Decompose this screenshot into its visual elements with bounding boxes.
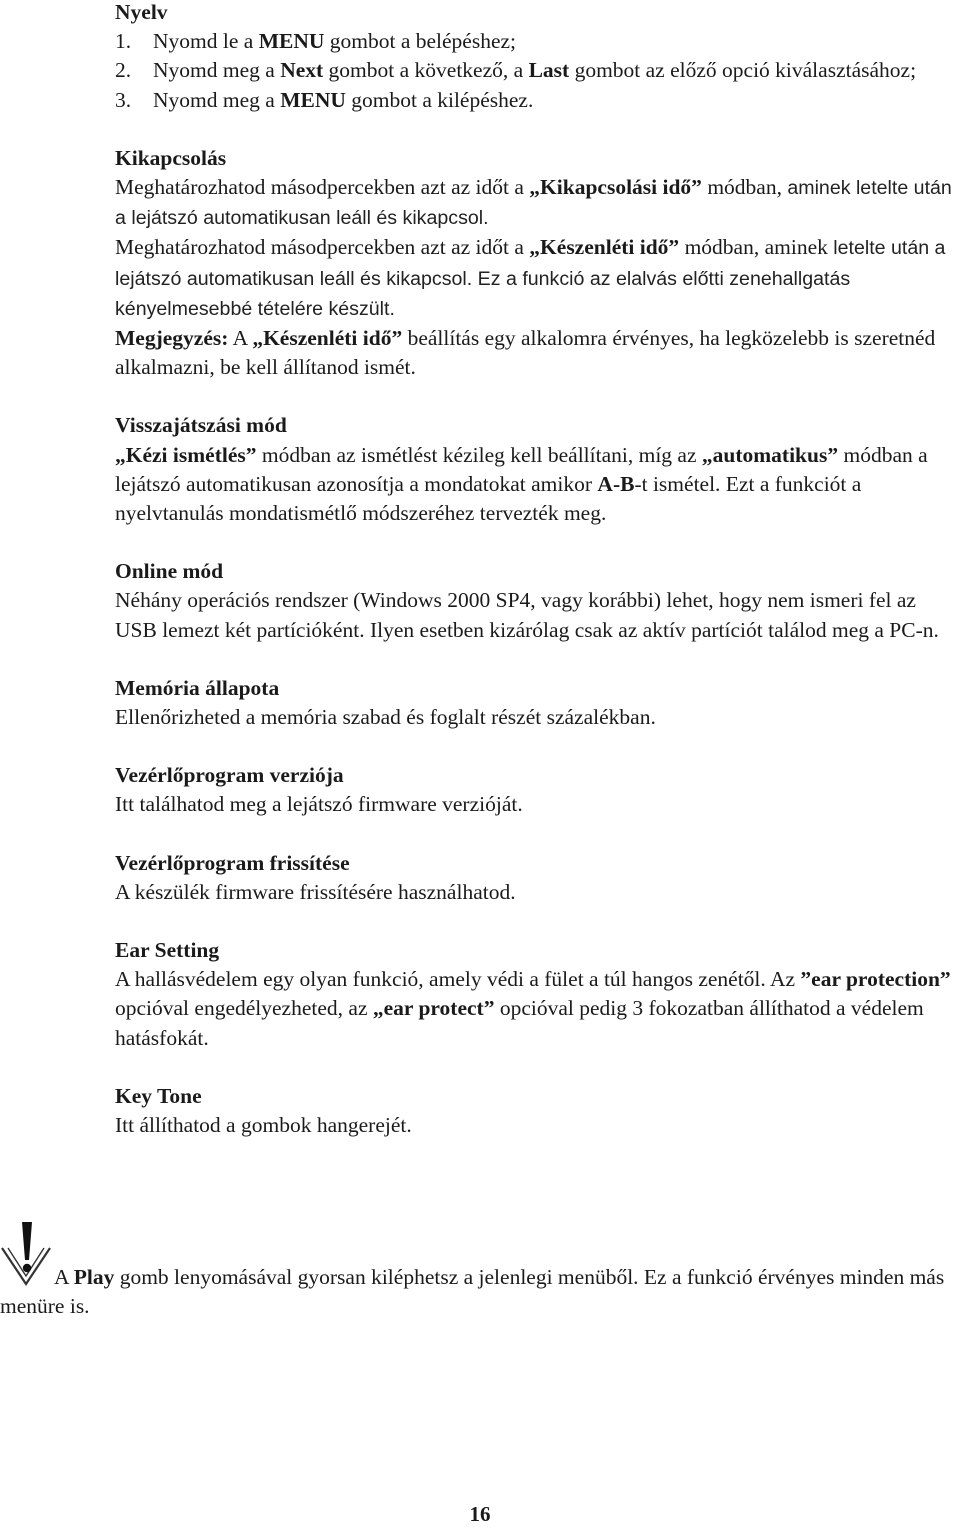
section-title-frissites: Vezérlőprogram frissítése [115,850,350,875]
step-number: 1. [115,29,132,54]
text-run: letelte után a lejátszó automatikusan leáll és kikapcsol. Ez a funkció az elalvás előtti zenehallgatás kényelmesebbé tételére készült. [115,237,946,320]
section-kikapcsolas [115,144,960,383]
bold-run: Play [73,1265,115,1289]
text-run: Nyomd meg a [153,58,281,83]
text-run: gomb lenyomásával gyorsan kiléphetsz a jelenlegi menüből. Ez a funkció érvényes minden más menüre is. [0,1265,945,1319]
section-visszajatszas [115,411,960,528]
text-run: gombot a következő, a [323,58,529,83]
paragraph-verzio [115,790,960,819]
bold-run: MENU [258,29,325,54]
section-online [115,557,960,645]
text-run: opcióval pedig 3 fokozatban állíthatod a védelem hatásfokát. [115,996,924,1050]
bold-run: MENU [280,87,346,112]
play-note [0,1263,960,1321]
step-number: 2. [115,58,132,83]
text-run: módban a lejátszó automatikusan azonosítja a mondatokat amikor [115,442,928,496]
text-run: gombot a kilépéshez. [345,87,534,112]
text-run: A hallásvédelem egy olyan funkció, amely védi a fület a túl hangos zenétől. Az [115,967,801,992]
bold-run: ”ear protection” [800,967,951,992]
text-run: módban, [701,175,788,200]
step-number: 3. [115,87,132,112]
bold-run: A-B [597,471,635,496]
paragraph-kikapcsolasi-ido [115,173,960,233]
section-verzio [115,761,960,819]
text-run: aminek letelte után a lejátszó automatikusan leáll és kikapcsol. [115,177,952,230]
list-item [115,27,960,56]
text-run: A [54,1265,74,1289]
nyelv-steps [115,27,960,115]
paragraph-ear-setting [115,965,960,1053]
section-title-ear-setting: Ear Setting [115,938,220,963]
section-ear-setting [115,936,960,1053]
section-title-nyelv: Nyelv [115,0,168,24]
text-run: Itt állíthatod a gombok hangerejét. [115,1113,412,1138]
section-title-memoria: Memória állapota [115,675,280,700]
paragraph-visszajatszas [115,441,960,529]
text-run: Néhány operációs rendszer (Windows 2000 SP4, vagy korábbi) lehet, hogy nem ismeri fel az USB lemezt két partícióként. Ilyen esetben kizárólag csak az aktív partíciót találod meg a PC-n. [115,588,939,642]
text-run: Nyomd le a [153,29,259,54]
text-run: módban az ismétlést kézileg kell beállítani, míg az [256,442,702,467]
step-text [153,29,516,53]
paragraph-play-note [0,1263,960,1321]
bold-run: Megjegyzés: [115,326,229,351]
text-run: Itt találhatod meg a lejátszó firmware verzióját. [115,792,523,817]
text-run: beállítás egy alkalomra érvényes, ha legközelebb is szeretnéd alkalmazni, be kell állítanod ismét. [115,326,936,380]
step-text [153,88,533,112]
section-key-tone [115,1082,960,1140]
text-run: A [228,326,253,351]
text-run: Meghatározhatod másodpercekben azt az időt a [115,175,530,200]
section-title-online: Online mód [115,559,224,584]
text-run: opcióval engedélyezheted, az [115,996,373,1021]
text-run: gombot az előző opció kiválasztásához; [569,58,917,83]
page-number: 16 [469,1502,491,1526]
bold-run: „Készenléti idő” [529,235,680,260]
document-body [115,0,960,1140]
step-text [153,58,916,82]
paragraph-online [115,586,960,644]
section-frissites [115,849,960,907]
bold-run: „automatikus” [701,442,839,467]
paragraph-keszenleti-ido [115,233,960,324]
section-title-key-tone: Key Tone [115,1083,202,1108]
text-run: Ellenőrizheted a memória szabad és foglalt részét százalékban. [115,705,656,730]
section-title-kikapcsolas: Kikapcsolás [115,145,227,170]
paragraph-megjegyzes [115,324,960,382]
section-nyelv [115,0,960,115]
paragraph-key-tone [115,1111,960,1140]
list-item [115,86,960,115]
bold-run: „ear protect” [372,996,495,1021]
text-run: A készülék firmware frissítésére használhatod. [115,879,516,904]
paragraph-frissites [115,878,960,907]
text-run: módban, aminek [679,235,834,260]
bold-run: „Kikapcsolási idő” [529,175,702,200]
list-item [115,56,960,85]
section-title-visszajatszas: Visszajátszási mód [115,413,287,438]
bold-run: „Készenléti idő” [252,326,403,351]
text-run: Nyomd meg a [153,87,281,112]
bold-run: Last [528,58,570,83]
paragraph-memoria [115,703,960,732]
text-run: Meghatározhatod másodpercekben azt az időt a [115,235,530,260]
text-run: gombot a belépéshez; [324,29,517,54]
section-title-verzio: Vezérlőprogram verziója [115,763,344,788]
text-run: -t ismétel. Ezt a funkciót a nyelvtanulás mondatismétlő módszeréhez tervezték meg. [115,471,862,526]
bold-run: Next [280,58,324,83]
bold-run: „Kézi ismétlés” [115,442,257,467]
section-memoria [115,674,960,732]
